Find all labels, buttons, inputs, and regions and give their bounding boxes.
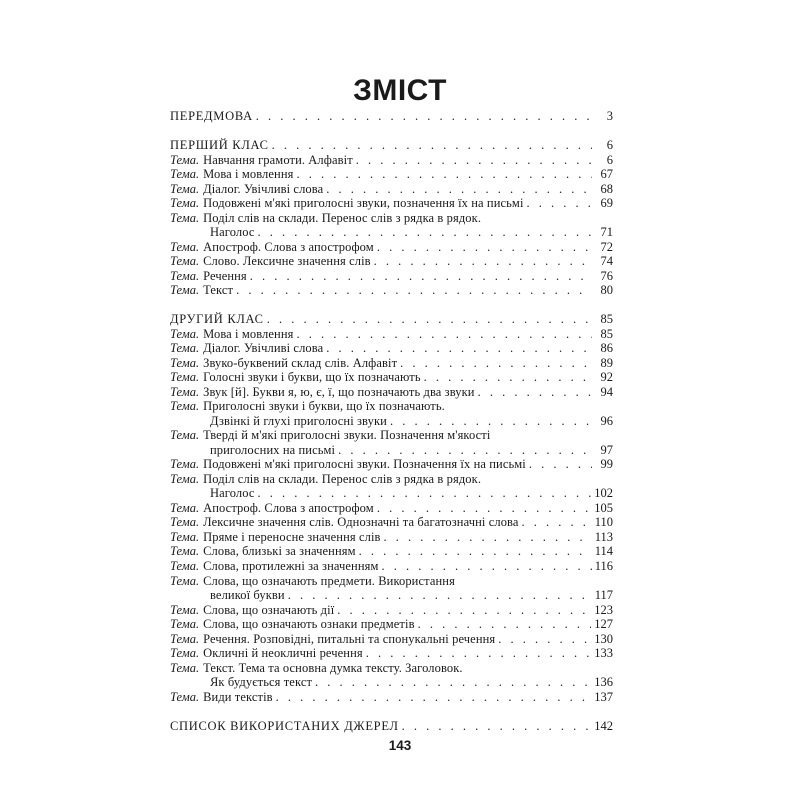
toc-entry-title: Діалог. Увічливі слова [203,181,324,196]
toc-entry [170,530,613,545]
toc-entry [170,182,613,197]
toc-entry-title: Речення [203,268,247,283]
toc-entry-page: 68 [600,181,613,196]
toc-entry-title: Голосні звуки і букви, що їх позначають [203,370,421,385]
toc-entry [170,327,613,342]
toc-entry-title: Подовжені м'які приголосні звуки, позначення їх на письмі [203,196,524,211]
toc-entry [170,457,613,472]
toc-entry-page: 102 [594,486,613,501]
toc-entry-prefix: Тема. [170,602,200,617]
toc-entry-page: 99 [600,457,613,472]
toc-entry-prefix: Тема. [170,167,200,182]
toc-entry-title: Лексичне значення слів. Однозначні та багатозначні слова [203,515,519,530]
toc-entry [170,574,613,589]
toc-entry-prefix: Тема. [170,471,200,486]
toc-entry-page: 130 [594,631,613,646]
toc-entry-prefix: Тема. [170,515,200,530]
toc-entry [170,544,613,559]
toc-entry-page: 85 [600,326,613,341]
toc-entry-page: 137 [594,689,613,704]
toc-entry [170,167,613,182]
toc-entry-prefix: Тема. [170,196,200,211]
toc-entry [170,399,613,414]
toc-entry [170,341,613,356]
table-of-contents [170,109,613,733]
dot-leader [390,414,592,429]
toc-entry-title: Приголосні звуки і букви, що їх позначають. [203,399,445,414]
toc-entry-page: 133 [594,646,613,661]
toc-entry-page: 123 [594,602,613,617]
toc-entry [170,515,613,530]
toc-entry-prefix: Тема. [170,558,200,573]
toc-entry-prefix: Тема. [170,573,200,588]
dot-leader [402,719,592,734]
toc-entry-page: 136 [594,675,613,690]
dot-leader [337,603,591,618]
dot-leader [258,225,592,240]
toc-entry-page: 105 [594,500,613,515]
toc-entry-title: Окличні й неокличні речення [203,646,363,661]
toc-entry-page: 74 [600,254,613,269]
toc-entry-title: Діалог. Увічливі слова [203,341,324,356]
toc-entry-prefix: Тема. [170,268,200,283]
toc-entry [170,254,613,269]
toc-entry-page: 127 [594,617,613,632]
page-number: 143 [388,738,412,753]
toc-entry-page: 6 [606,152,613,167]
toc-entry-page: 3 [606,109,613,123]
toc-entry-page: 71 [600,225,613,240]
dot-leader [359,544,592,559]
toc-entry-page: 114 [594,544,613,559]
toc-entry [170,196,613,211]
toc-entry-title: Апостроф. Слова з апострофом [203,500,374,515]
toc-entry-title: Речення. Розповідні, питальні та спонукальні речення [203,631,496,646]
dot-leader [272,138,592,153]
toc-entry-prefix: Тема. [170,428,200,443]
toc-entry-title: Поділ слів на склади. Перенос слів з рядка в рядок. [203,210,482,225]
toc-entry [170,356,613,371]
toc-entry [170,588,613,603]
toc-entry-title: Тверді й м'які приголосні звуки. Позначення м'якості [203,428,491,443]
toc-entry [170,501,613,516]
toc-entry-page: 80 [600,283,613,298]
toc-entry-title: Дзвінкі й глухі приголосні звуки [210,413,387,428]
toc-entry-page: 117 [594,588,613,603]
toc-entry [170,370,613,385]
toc-entry-prefix: Тема. [170,544,200,559]
toc-entry-prefix: Тема. [170,457,200,472]
toc-entry [170,269,613,284]
dot-leader [338,443,592,458]
toc-entry-prefix: Тема. [170,399,200,414]
toc-entry-page: 113 [594,529,613,544]
dot-leader [326,182,592,197]
dot-leader [522,515,592,530]
toc-entry [170,283,613,298]
toc-entry-page: 142 [594,718,613,733]
toc-entry-page: 96 [600,413,613,428]
toc-entry-title: великої букви [210,588,285,603]
dot-leader [356,153,592,168]
toc-entry [170,240,613,255]
dot-leader [527,196,592,211]
dot-leader [377,501,591,516]
toc-entry-prefix: Тема. [170,283,200,298]
toc-entry [170,559,613,574]
toc-entry [170,428,613,443]
toc-entry-prefix: Тема. [170,326,200,341]
toc-entry [170,486,613,501]
toc-entry [170,632,613,647]
toc-entry-title: Звуко-буквений склад слів. Алфавіт [203,355,398,370]
toc-entry-page: 72 [600,239,613,254]
toc-entry-page: 76 [600,268,613,283]
dot-leader [418,617,592,632]
toc-entry [170,472,613,487]
toc-entry [170,211,613,226]
toc-entry-title: Слова, близькі за значенням [203,544,356,559]
toc-entry-page: 92 [600,370,613,385]
toc-section-entry [170,109,613,124]
dot-leader [267,312,592,327]
toc-section-entry [170,138,613,153]
toc-entry-title: Мова і мовлення [203,167,294,182]
toc-entry-prefix: Тема. [170,181,200,196]
toc-entry-prefix: Тема. [170,370,200,385]
toc-entry-title: Мова і мовлення [203,326,294,341]
toc-entry-prefix: Тема. [170,210,200,225]
toc-section-entry [170,719,613,734]
toc-entry-page: 86 [600,341,613,356]
dot-leader [236,283,592,298]
toc-entry-prefix: Тема. [170,646,200,661]
toc-entry-prefix: Тема. [170,500,200,515]
toc-entry-title: Пряме і переносне значення слів [203,529,381,544]
toc-section-entry [170,312,613,327]
toc-entry-title: Навчання грамоти. Алфавіт [203,152,353,167]
toc-entry-title: Слова, що означають ознаки предметів [203,617,415,632]
toc-entry-page: 116 [594,558,613,573]
dot-leader [256,109,592,124]
toc-entry-prefix: Тема. [170,152,200,167]
toc-entry [170,675,613,690]
toc-entry-title: Наголос [210,486,255,501]
dot-leader [382,559,592,574]
toc-entry [170,385,613,400]
toc-entry [170,153,613,168]
toc-entry-page: 67 [600,167,613,182]
dot-leader [529,457,592,472]
toc-entry-title: Звук [й]. Букви я, ю, є, ї, що позначають два звуки [203,384,475,399]
toc-entry-prefix: Тема. [170,239,200,254]
toc-entry-title: Слова, що означають дії [203,602,335,617]
toc-entry-prefix: Тема. [170,529,200,544]
toc-entry-page: 6 [606,138,613,153]
toc-entry [170,414,613,429]
dot-leader [288,588,592,603]
toc-entry-prefix: Тема. [170,341,200,356]
toc-entry-prefix: Тема. [170,689,200,704]
toc-entry-title: Наголос [210,225,255,240]
dot-leader [315,675,591,690]
toc-entry [170,646,613,661]
toc-entry-title: ДРУГИЙ КЛАС [170,312,264,327]
dot-leader [296,167,592,182]
toc-entry-title: Текст [203,283,234,298]
toc-entry-title: Апостроф. Слова з апострофом [203,239,374,254]
toc-entry-page: 94 [600,384,613,399]
toc-entry [170,661,613,676]
page-title: ЗМІСТ [353,74,447,107]
dot-leader [384,530,592,545]
toc-entry-title: Поділ слів на склади. Перенос слів з рядка в рядок. [203,471,482,486]
toc-entry-title: СПИСОК ВИКОРИСТАНИХ ДЖЕРЕЛ [170,718,399,733]
toc-entry-title: Як будується текст [210,675,313,690]
dot-leader [258,486,592,501]
toc-entry-prefix: Тема. [170,631,200,646]
toc-entry-page: 85 [600,312,613,327]
toc-entry [170,603,613,618]
dot-leader [250,269,592,284]
toc-entry [170,690,613,705]
toc-entry [170,617,613,632]
dot-leader [478,385,592,400]
toc-entry-title: ПЕРШИЙ КЛАС [170,138,269,153]
toc-entry-title: Слово. Лексичне значення слів [203,254,371,269]
toc-entry-title: Подовжені м'які приголосні звуки. Позначення їх на письмі [203,457,526,472]
dot-leader [296,327,592,342]
dot-leader [377,240,592,255]
toc-entry-page: 69 [600,196,613,211]
toc-entry [170,443,613,458]
toc-entry-title: Види текстів [203,689,273,704]
toc-entry-page: 110 [594,515,613,530]
toc-entry [170,225,613,240]
dot-leader [326,341,592,356]
toc-entry-title: Слова, протилежні за значенням [203,558,379,573]
toc-entry-prefix: Тема. [170,617,200,632]
toc-entry-prefix: Тема. [170,254,200,269]
dot-leader [424,370,592,385]
dot-leader [498,632,591,647]
toc-entry-page: 97 [600,442,613,457]
toc-entry-prefix: Тема. [170,660,200,675]
toc-entry-title: ПЕРЕДМОВА [170,109,253,123]
toc-entry-page: 89 [600,355,613,370]
dot-leader [400,356,592,371]
toc-entry-prefix: Тема. [170,355,200,370]
toc-entry-title: приголосних на письмі [210,442,336,457]
toc-entry-title: Текст. Тема та основна думка тексту. Заголовок. [203,660,463,675]
toc-entry-title: Слова, що означають предмети. Використання [203,573,455,588]
dot-leader [366,646,592,661]
dot-leader [374,254,592,269]
toc-entry-prefix: Тема. [170,384,200,399]
dot-leader [276,690,592,705]
